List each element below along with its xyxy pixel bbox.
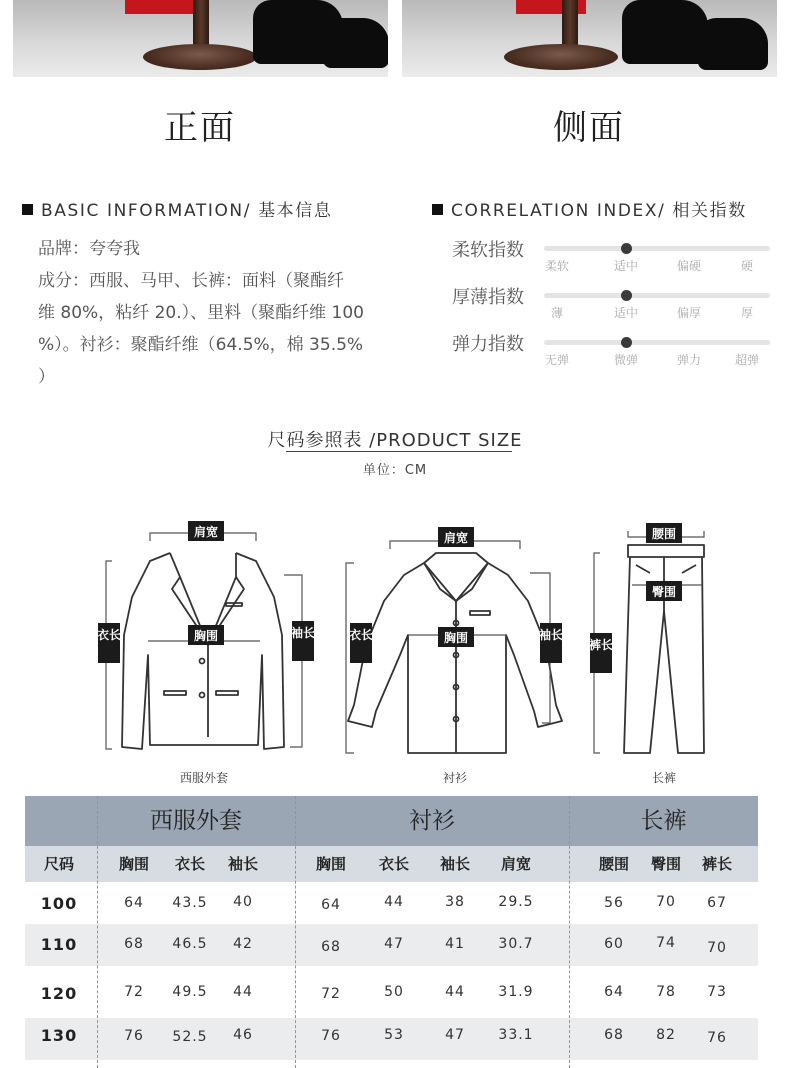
diagram-label: 腰围: [651, 527, 677, 541]
measure-cell: 64: [321, 897, 341, 913]
index-marker: [621, 337, 632, 348]
measure-cell: 56: [604, 895, 624, 911]
index-label: 厚薄指数: [452, 287, 524, 308]
square-bullet-icon: [22, 204, 33, 215]
measure-cell: 40: [233, 894, 253, 910]
index-track: [544, 293, 770, 298]
diagram-label: 衣长: [348, 628, 374, 642]
measure-cell: 70: [707, 940, 727, 956]
measure-cell: 73: [707, 984, 727, 1000]
measure-column-header: 腰围: [598, 855, 629, 873]
measure-cell: 46.5: [172, 936, 208, 952]
group-pants: 长裤: [640, 808, 687, 834]
measure-cell: 30.7: [498, 936, 534, 952]
measure-cell: 50: [384, 984, 404, 1000]
measure-cell: 67: [707, 895, 727, 911]
index-marker: [621, 243, 632, 254]
measure-cell: 31.9: [498, 984, 534, 1000]
measure-column-header: 衣长: [378, 855, 409, 873]
measure-cell: 41: [445, 936, 465, 952]
info-line: 成分：西服、马甲、长裤：面料（聚酯纤: [38, 271, 344, 291]
measure-cell: 29.5: [498, 894, 534, 910]
diagram-label: 胸围: [443, 631, 469, 645]
index-tick: 硬: [740, 259, 754, 273]
info-line: 维 80%，粘纤 20.）、里料（聚酯纤维 100: [38, 303, 364, 323]
index-ticks: [544, 304, 770, 320]
measure-column-header: 袖长: [227, 855, 258, 873]
table-row: [25, 924, 758, 966]
diagram-label: 肩宽: [193, 525, 219, 539]
jacket-caption: 西服外套: [180, 771, 229, 785]
measure-column-header: 臀围: [650, 855, 681, 873]
measure-column-header: 胸围: [315, 855, 346, 873]
index-tick: 微弹: [613, 353, 639, 367]
index-tick: 适中: [613, 259, 639, 273]
diagram-label: 袖长: [538, 628, 564, 642]
index-tick: 柔软: [544, 259, 570, 273]
index-tick: 无弹: [544, 353, 570, 367]
diagram-label: 肩宽: [443, 531, 469, 545]
measure-cell: 47: [384, 936, 404, 952]
index-tick: 超弹: [734, 353, 760, 367]
index-tick: 厚: [740, 306, 754, 320]
thickness-index: [452, 283, 772, 323]
measure-column-header: 衣长: [174, 855, 205, 873]
index-track: [544, 246, 770, 251]
diagram-label: 袖长: [290, 626, 316, 640]
measure-cell: 68: [604, 1027, 624, 1043]
measure-cell: 44: [233, 984, 253, 1000]
measure-cell: 47: [445, 1027, 465, 1043]
index-track: [544, 340, 770, 345]
info-line: %）。衬衫：聚酯纤维（64.5%，棉 35.5%: [38, 335, 364, 355]
index-label: 柔软指数: [452, 240, 524, 261]
diagram-label: 臀围: [651, 585, 677, 599]
measure-column-header: 肩宽: [500, 855, 531, 873]
size-cell: 130: [40, 1026, 78, 1045]
table-row: [25, 882, 758, 924]
side-view-title: 侧面: [553, 108, 625, 148]
size-cell: 100: [40, 894, 78, 913]
measure-cell: 70: [656, 894, 676, 910]
front-view-title: 正面: [164, 108, 236, 148]
index-ticks: [544, 257, 770, 273]
jacket-diagram: [122, 553, 284, 749]
product-photo-side: [402, 0, 777, 77]
basic-info-heading: [22, 196, 332, 221]
diagram-label: 衣长: [96, 628, 122, 642]
softness-index: [452, 236, 772, 276]
unit-label: 单位：CM: [362, 463, 428, 478]
measure-cell: 76: [321, 1028, 341, 1044]
info-line: ）: [38, 367, 55, 387]
size-chart-title: 尺码参照表 /PRODUCT SIZE: [267, 430, 523, 451]
measure-cell: 68: [124, 936, 144, 952]
measure-cell: 64: [124, 895, 144, 911]
measure-cell: 42: [233, 936, 253, 952]
basic-info-heading-text: BASIC INFORMATION/ 基本信息: [41, 201, 333, 221]
diagram-label: 胸围: [193, 629, 219, 643]
diagram-label: 裤长: [588, 638, 614, 652]
measure-cell: 33.1: [498, 1027, 534, 1043]
measure-cell: 76: [707, 1030, 727, 1046]
index-tick: 适中: [613, 306, 639, 320]
measure-cell: 72: [321, 986, 341, 1002]
size-cell: 110: [40, 935, 78, 954]
garment-measurement-diagrams: [0, 505, 790, 790]
measure-column-header: 裤长: [701, 855, 732, 873]
measure-cell: 46: [233, 1027, 253, 1043]
size-cell: 120: [40, 984, 78, 1003]
measure-cell: 60: [604, 936, 624, 952]
index-tick: 偏厚: [676, 306, 702, 320]
measure-cell: 64: [604, 984, 624, 1000]
measure-cell: 44: [445, 984, 465, 1000]
column-divider: [295, 796, 296, 1068]
measure-cell: 74: [656, 935, 676, 951]
measure-cell: 76: [124, 1028, 144, 1044]
measure-cell: 44: [384, 894, 404, 910]
index-tick: 弹力: [676, 353, 702, 367]
index-marker: [621, 290, 632, 301]
title-underline: [286, 451, 512, 452]
measure-cell: 38: [445, 894, 465, 910]
table-row: [25, 966, 758, 1018]
measure-cell: 53: [384, 1027, 404, 1043]
measure-column-header: 胸围: [118, 855, 149, 873]
measure-cell: 72: [124, 984, 144, 1000]
group-jacket: 西服外套: [150, 808, 242, 834]
size-column-header: 尺码: [43, 855, 74, 873]
measure-cell: 82: [656, 1027, 676, 1043]
correlation-heading-text: CORRELATION INDEX/ 相关指数: [451, 201, 747, 221]
elasticity-index: [452, 330, 772, 370]
pants-diagram: [624, 545, 704, 753]
measure-column-header: 袖长: [439, 855, 470, 873]
group-shirt: 衬衫: [409, 808, 455, 834]
index-label: 弹力指数: [452, 334, 524, 355]
index-ticks: [544, 351, 770, 367]
square-bullet-icon: [432, 204, 443, 215]
table-row: [25, 1018, 758, 1060]
measure-cell: 43.5: [172, 895, 208, 911]
correlation-heading: [432, 196, 747, 221]
measure-cell: 52.5: [172, 1029, 208, 1045]
column-divider: [569, 796, 570, 1068]
measure-cell: 68: [321, 939, 341, 955]
product-photo-front: [13, 0, 388, 77]
measure-cell: 49.5: [172, 984, 208, 1000]
column-divider: [97, 796, 98, 1068]
pants-caption: 长裤: [652, 771, 677, 785]
basic-info-text: [38, 233, 388, 393]
size-table: [25, 796, 758, 1068]
index-tick: 薄: [550, 306, 564, 320]
shirt-diagram: [348, 553, 562, 753]
index-tick: 偏硬: [676, 259, 702, 273]
info-line: 品牌：夸夸我: [38, 239, 140, 259]
measure-cell: 78: [656, 984, 676, 1000]
shirt-caption: 衬衫: [443, 771, 468, 785]
